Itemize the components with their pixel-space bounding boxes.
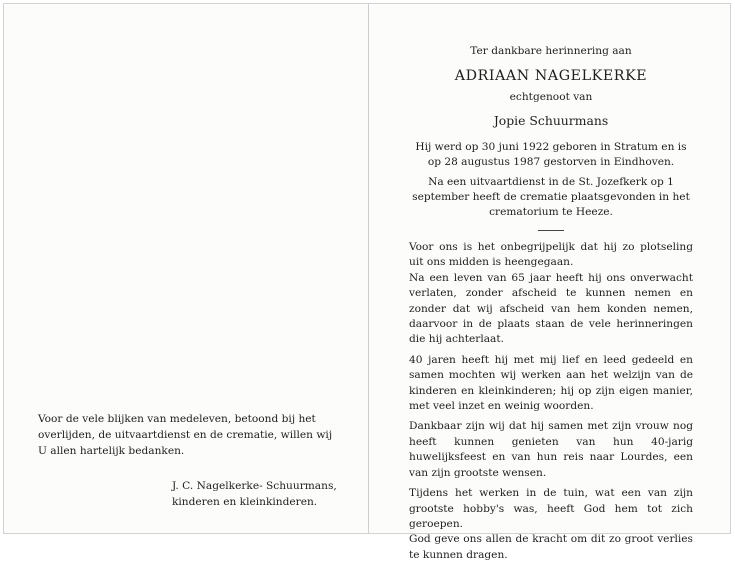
memorial-text [409,240,693,563]
paragraph: Tijdens het werken in de tuin, wat een van zijn grootste hobby's was, heeft God hem tot zich geroepen. [409,487,693,530]
paragraph: God geve ons allen de kracht om dit zo groot verlies te kunnen dragen. [409,533,693,561]
deceased-name: ADRIAAN NAGELKERKE [454,68,648,84]
left-page [38,412,338,511]
divider [538,230,564,231]
paragraph: Voor ons is het onbegrijpelijk dat hij zo plotseling uit ons midden is heengegaan. [409,241,693,269]
thanks-text: Voor de vele blijken van medeleven, betoond bij het overlijden, de uitvaartdienst en de crematie, willen wij U allen hartelijk bedanken. [38,413,333,457]
signature [172,479,338,511]
birth-death-text: Hij werd op 30 juni 1922 geboren in Stratum en is op 28 augustus 1987 gestorven in Eindhoven. [415,141,687,168]
card-fold-line [368,3,369,534]
paragraph: 40 jaren heeft hij met mij lief en leed gedeeld en samen mochten wij werken aan het welzijn van de kinderen en kleinkinderen; hij op zijn eigen manier, met veel inzet en weinig woorden. [409,353,693,413]
right-page [409,44,693,568]
funeral-text: Na een uitvaartdienst in de St. Jozefkerk op 1 september heeft de crematie plaatsgevonden in het crematorium te Heeze. [412,176,690,218]
paragraph: Dankbaar zijn wij dat hij samen met zijn vrouw nog heeft kunnen genieten van hun 40-jarig huwelijksfeest en van hun reis naar Lourdes, een van zijn grootste wensen. [409,420,693,479]
paragraph: Na een leven van 65 jaar heeft hij ons onverwacht verlaten, zonder afscheid te kunnen nemen en zonder dat wij afscheid van hem konden nemen, daarvoor in de plaats staan de vele herinneringen die hij achterlaat. [409,271,693,346]
intro-line: Ter dankbare herinnering aan [470,45,632,57]
spouse-label: echtgenoot van [509,91,593,103]
spouse-name: Jopie Schuurmans [493,113,609,128]
signature-line-1: J. C. Nagelkerke- Schuurmans, [172,480,337,493]
signature-line-2: kinderen en kleinkinderen. [172,496,318,509]
